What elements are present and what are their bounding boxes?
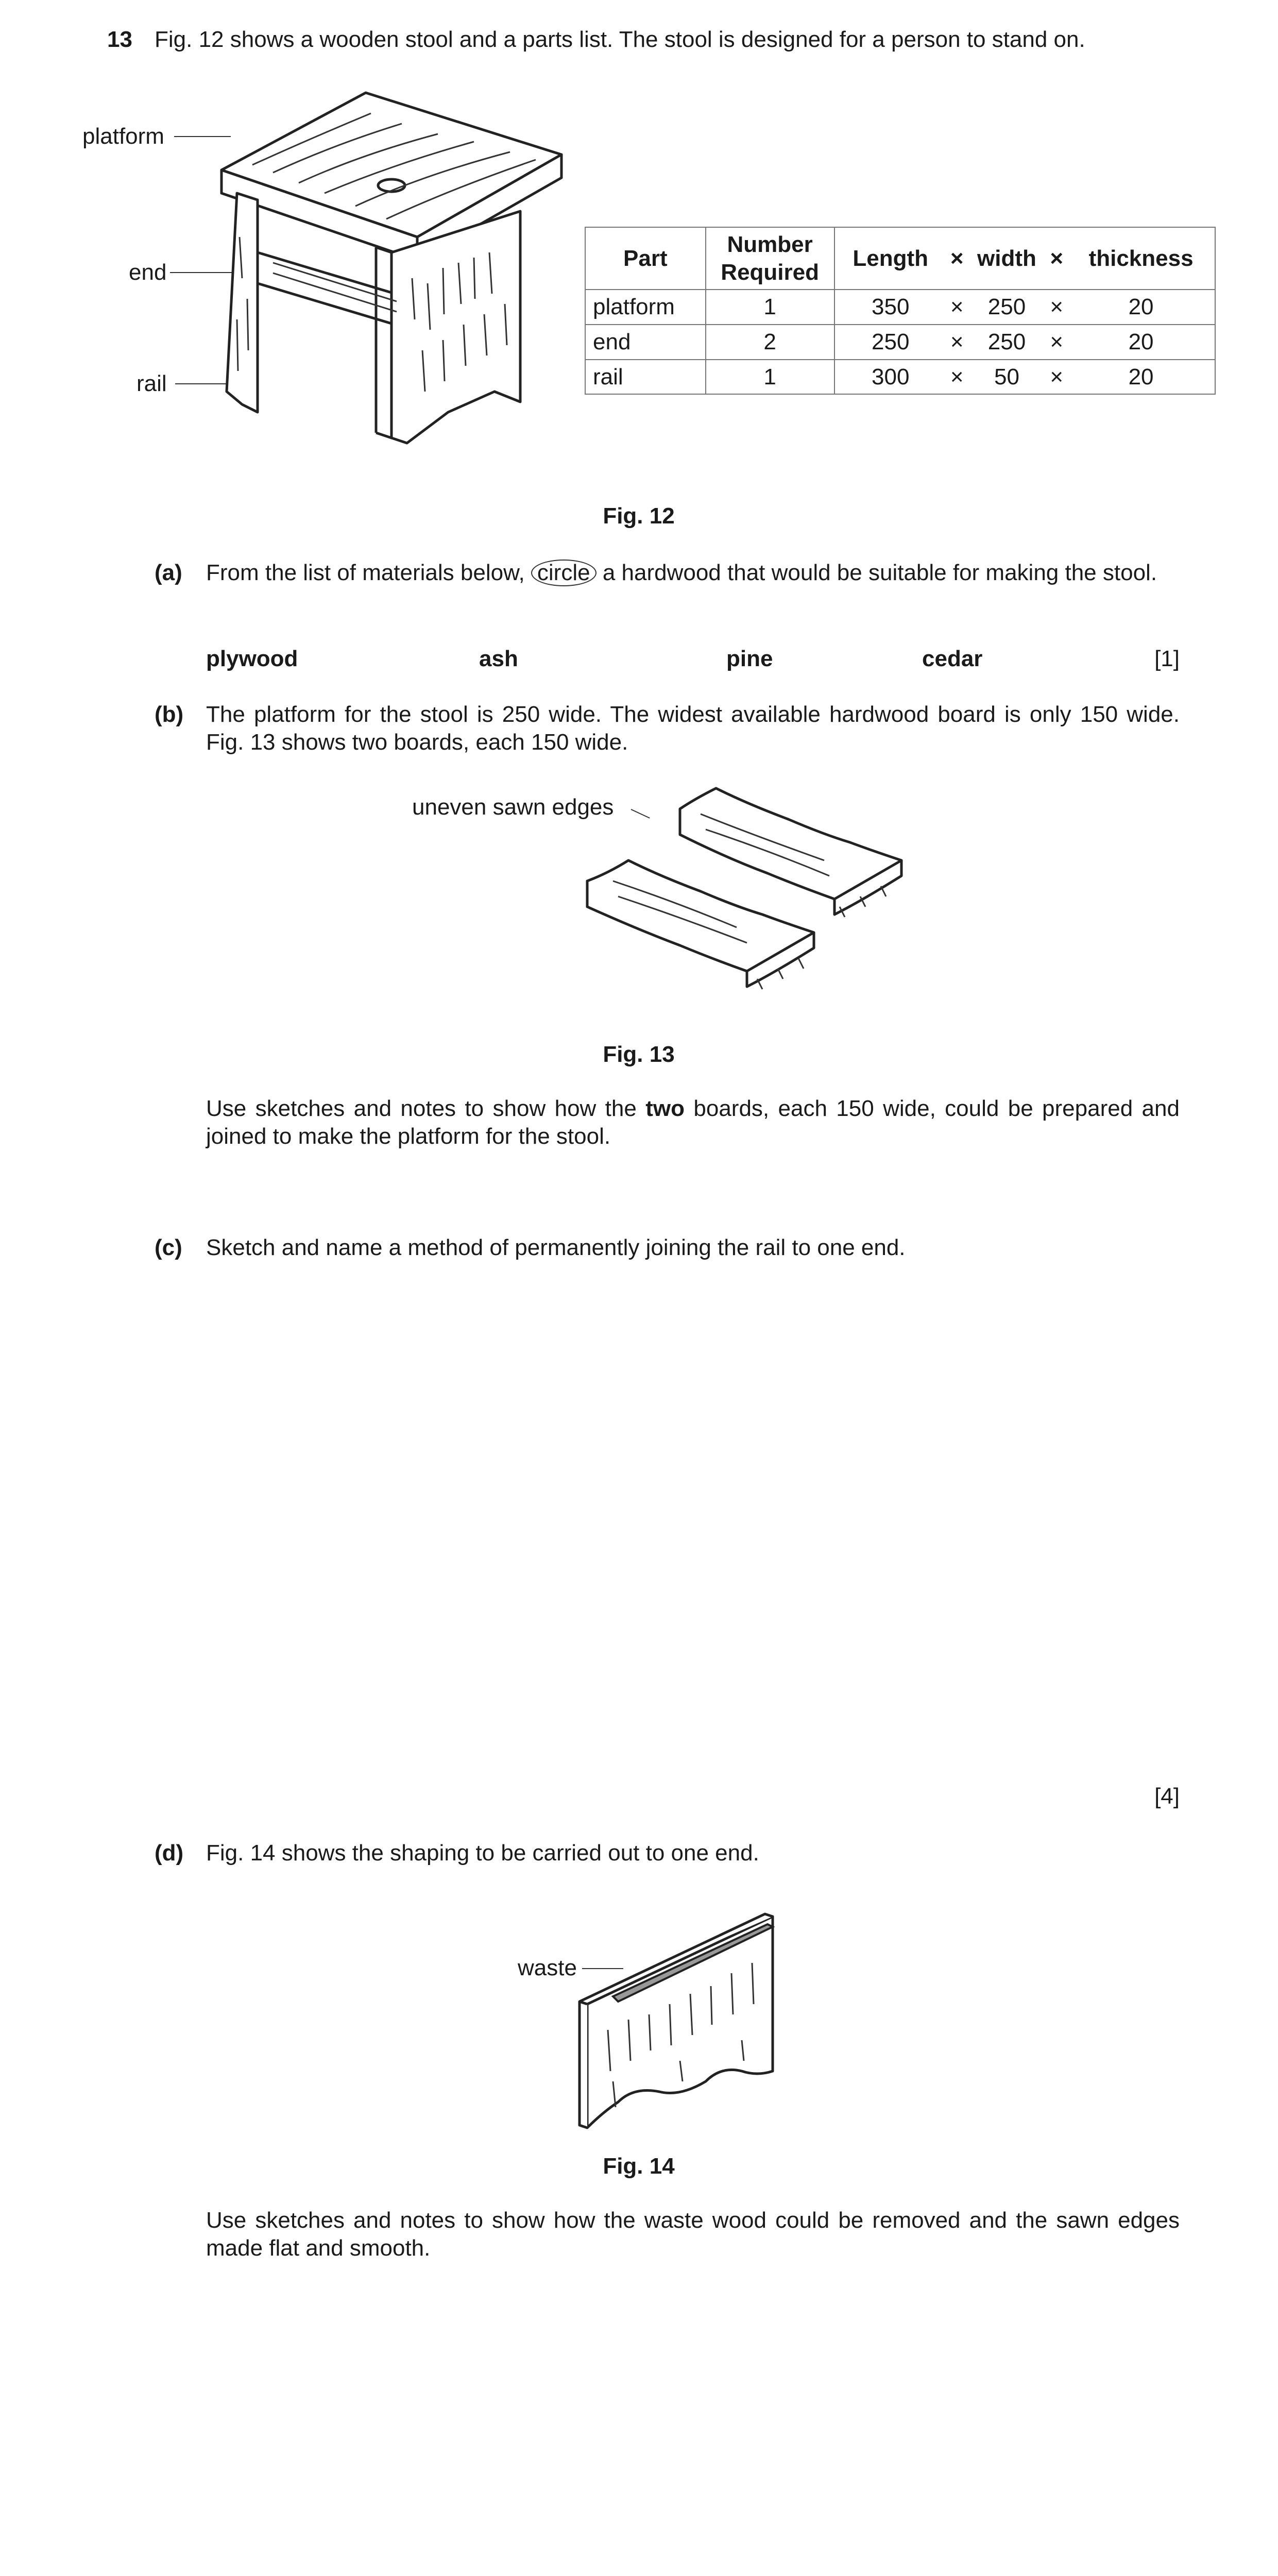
table-cell-width: 250 xyxy=(968,325,1046,360)
question-intro: Fig. 12 shows a wooden stool and a parts list. The stool is designed for a person to stand on. xyxy=(155,27,1085,52)
part-a-label: (a) xyxy=(155,560,182,585)
fig12-label-rail: rail xyxy=(137,371,167,396)
table-cell-number: 1 xyxy=(706,360,834,395)
part-b-instruction-before: Use sketches and notes to show how the xyxy=(206,1096,637,1121)
table-cell-times: × xyxy=(946,360,968,395)
fig12-caption: Fig. 12 xyxy=(603,503,675,529)
part-c-mark: [4] xyxy=(1154,1784,1180,1809)
part-c-label: (c) xyxy=(155,1235,182,1260)
table-cell-times: × xyxy=(946,325,968,360)
table-cell-part: end xyxy=(585,325,706,360)
table-cell-width: 50 xyxy=(968,360,1046,395)
table-cell-times: × xyxy=(946,290,968,325)
table-cell-length: 300 xyxy=(834,360,946,395)
fig12-label-platform: platform xyxy=(82,124,164,149)
fig13-label-uneven-edges: uneven sawn edges xyxy=(412,794,614,820)
table-cell-number: 1 xyxy=(706,290,834,325)
fig14-caption: Fig. 14 xyxy=(603,2154,675,2179)
table-cell-number: 2 xyxy=(706,325,834,360)
part-b-text: The platform for the stool is 250 wide. The widest available hardwood board is only 150 wide. Fig. 13 shows two boards, each 150 wide. xyxy=(206,702,1180,755)
part-c-text: Sketch and name a method of permanently joining the rail to one end. xyxy=(206,1235,906,1260)
part-a-mark: [1] xyxy=(1154,646,1180,671)
table-header-length: Length xyxy=(834,227,946,290)
fig13-caption: Fig. 13 xyxy=(603,1042,675,1067)
table-row xyxy=(585,290,1215,325)
table-header-width: width xyxy=(968,227,1046,290)
table-cell-part: platform xyxy=(585,290,706,325)
table-cell-thickness: 20 xyxy=(1067,325,1215,360)
table-header-number: Number Required xyxy=(706,227,834,290)
part-b-label: (b) xyxy=(155,702,184,727)
table-cell-length: 250 xyxy=(834,325,946,360)
part-d-label: (d) xyxy=(155,1840,184,1866)
part-b-instruction-after: boards, each 150 wide, could be prepared and joined to make the platform for the stool. xyxy=(206,1096,1180,1149)
table-header-thickness: thickness xyxy=(1067,227,1215,290)
part-a-circled-word: circle xyxy=(531,560,597,586)
material-option-ash[interactable]: ash xyxy=(479,646,518,671)
table-cell-times: × xyxy=(1046,360,1067,395)
fig12-label-end: end xyxy=(129,260,167,285)
table-cell-times: × xyxy=(1046,290,1067,325)
part-b-instruction-bold: two xyxy=(645,1096,685,1121)
end-shaping-illustration xyxy=(577,1896,793,2133)
parts-list-table xyxy=(585,227,1216,395)
table-cell-part: rail xyxy=(585,360,706,395)
part-d-instruction: Use sketches and notes to show how the waste wood could be removed and the sawn edges made flat and smooth. xyxy=(206,2208,1180,2261)
stool-illustration xyxy=(206,82,577,469)
table-row xyxy=(585,360,1215,395)
part-b-instruction xyxy=(206,1095,1180,1150)
table-cell-times: × xyxy=(1046,325,1067,360)
table-header-times: × xyxy=(1046,227,1067,290)
table-cell-length: 350 xyxy=(834,290,946,325)
fig14-label-waste: waste xyxy=(518,1955,577,1980)
two-boards-illustration xyxy=(582,778,922,1010)
table-cell-thickness: 20 xyxy=(1067,360,1215,395)
question-number: 13 xyxy=(107,27,132,52)
material-option-pine[interactable]: pine xyxy=(726,646,773,671)
part-d-text: Fig. 14 shows the shaping to be carried out to one end. xyxy=(206,1840,759,1866)
table-header-row xyxy=(585,227,1215,290)
table-header-part: Part xyxy=(585,227,706,290)
part-a-text xyxy=(206,559,1180,587)
part-a-text-after: a hardwood that would be suitable for making the stool. xyxy=(602,560,1157,585)
table-cell-width: 250 xyxy=(968,290,1046,325)
material-option-cedar[interactable]: cedar xyxy=(922,646,983,671)
table-header-times: × xyxy=(946,227,968,290)
table-cell-thickness: 20 xyxy=(1067,290,1215,325)
material-option-plywood[interactable]: plywood xyxy=(206,646,298,671)
table-row xyxy=(585,325,1215,360)
part-a-text-before: From the list of materials below, xyxy=(206,560,525,585)
